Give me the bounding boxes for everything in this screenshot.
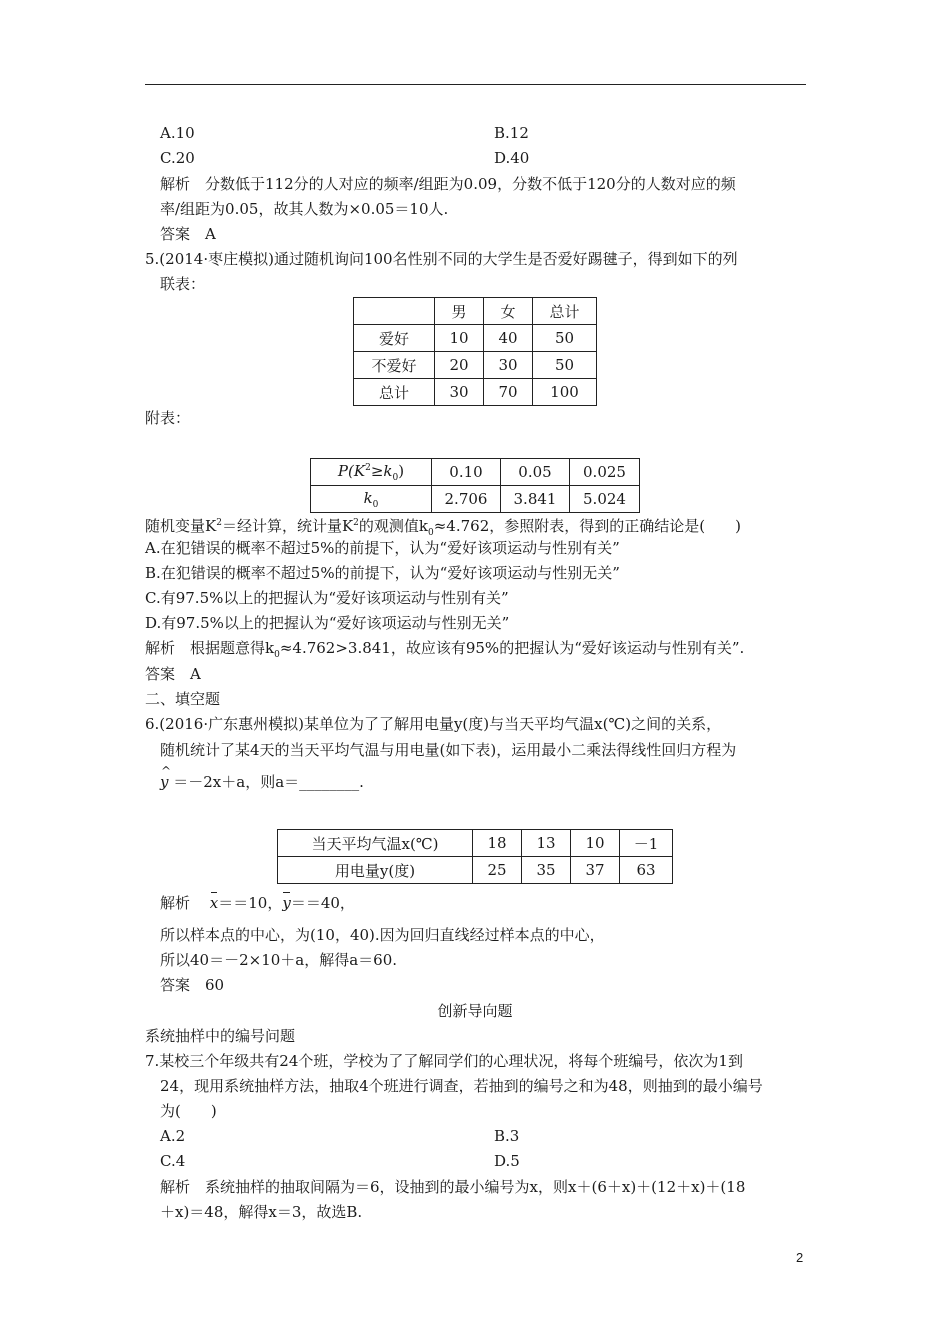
appendix-table [310,458,640,513]
table-cell: 40 [484,325,533,352]
table-cell: $P(K^2\ge k_0)$ [311,459,432,486]
table-cell [354,298,435,325]
table-row [311,459,640,486]
q4-answer: 答案 A [160,225,216,243]
y-hat: ^ y [160,772,168,792]
q6-analysis-line-1: 解析 x＝＝10，y＝＝40， [160,894,355,912]
table-cell: 20 [435,352,484,379]
appendix-label: 附表： [145,409,191,427]
table-cell: 30 [435,379,484,406]
table-cell: 用电量y(度) [278,857,473,884]
q7-option-c: C.4 [160,1152,186,1170]
table-cell: 37 [571,857,620,884]
q5-question-line: 随机变量$K^2=$经计算，统计量$K^2$的观测值$k_0\approx 4.762$，参照附表，得到的正确结论是( ) [145,517,741,538]
q6-stem-line-1: 6.(2016·广东惠州模拟)某单位为了了解用电量y(度)与当天平均气温x(℃)之间的关系， [145,715,722,733]
table-cell: 18 [473,830,522,857]
table-cell: 5.024 [570,486,640,513]
q7-option-d: D.5 [494,1152,520,1170]
q7-option-b: B.3 [494,1127,520,1145]
q7-option-a: A.2 [160,1127,186,1145]
table-cell: 30 [484,352,533,379]
table-row [354,325,597,352]
page-number: 2 [796,1250,804,1265]
q5-option-b: B.在犯错误的概率不超过5%的前提下，认为“爱好该项运动与性别无关” [145,564,620,582]
temperature-table [277,829,673,884]
table-cell: 50 [533,325,597,352]
table-cell: 女 [484,298,533,325]
topic-heading: 系统抽样中的编号问题 [145,1027,296,1045]
table-row [278,857,673,884]
section-heading: 二、填空题 [145,690,221,708]
q5-stem-line-1: 5.(2014·枣庄模拟)通过随机询问100名性别不同的大学生是否爱好踢毽子，得到如下的列 [145,250,738,268]
q4-option-c: C.20 [160,149,195,167]
table-cell: －1 [620,830,673,857]
q7-stem-line-2: 24，现用系统抽样方法，抽取4个班进行调查，若抽到的编号之和为48，则抽到的最小编号 [160,1077,763,1095]
q5-option-a: A.在犯错误的概率不超过5%的前提下，认为“爱好该项运动与性别有关” [145,539,620,557]
y-bar: y [282,894,291,912]
q5-answer: 答案 A [145,665,201,683]
q5-option-d: D.有97.5%以上的把握认为“爱好该项运动与性别无关” [145,614,510,632]
q7-analysis-line-2: ＋x)＝48，解得x＝3，故选B. [160,1203,363,1221]
q7-analysis-line-1: 解析 系统抽样的抽取间隔为＝6，设抽到的最小编号为x，则x＋(6＋x)＋(12＋x)＋(18 [160,1178,746,1196]
table-row [278,830,673,857]
table-cell: 13 [522,830,571,857]
q6-stem-line-3: ^ y ＝－2x＋a，则a＝________. [160,772,364,792]
table-cell: 50 [533,352,597,379]
table-cell: 10 [571,830,620,857]
table-cell: 不爱好 [354,352,435,379]
table-cell: 2.706 [432,486,501,513]
table-cell: 25 [473,857,522,884]
q4-analysis-line-2: 率/组距为0.05，故其人数为×0.05＝10人. [160,200,449,218]
header-rule [145,84,806,85]
table-cell: 总计 [354,379,435,406]
q5-option-c: C.有97.5%以上的把握认为“爱好该项运动与性别有关” [145,589,509,607]
table-cell: 总计 [533,298,597,325]
q5-stem-line-2: 联表： [160,275,206,293]
table-cell: 0.025 [570,459,640,486]
table-row [354,352,597,379]
table-cell: 70 [484,379,533,406]
table-cell: 63 [620,857,673,884]
q6-answer: 答案 60 [160,976,225,994]
q6-analysis-line-2: 所以样本点的中心，为(10，40).因为回归直线经过样本点的中心， [160,926,605,944]
table-cell: 爱好 [354,325,435,352]
q4-analysis-line-1: 解析 分数低于112分的人对应的频率/组距为0.09，分数不低于120分的人数对应的频 [160,175,736,193]
q7-stem-line-1: 7.某校三个年级共有24个班，学校为了了解同学们的心理状况，将每个班编号，依次为1到 [145,1052,743,1070]
q4-option-d: D.40 [494,149,530,167]
contingency-table [353,297,597,406]
innovation-title: 创新导向题 [437,1002,513,1020]
table-cell: 当天平均气温x(℃) [278,830,473,857]
table-cell: 0.05 [501,459,570,486]
table-row [311,486,640,513]
q4-option-b: B.12 [494,124,529,142]
table-cell: 35 [522,857,571,884]
table-cell: 3.841 [501,486,570,513]
q7-stem-line-3: 为( ) [160,1102,217,1120]
table-cell: 男 [435,298,484,325]
table-row [354,298,597,325]
table-cell: 10 [435,325,484,352]
table-cell: $k_0$ [311,486,432,513]
table-cell: 100 [533,379,597,406]
q6-analysis-line-3: 所以40＝－2×10＋a，解得a＝60. [160,951,398,969]
q6-stem-line-2: 随机统计了某4天的当天平均气温与用电量(如下表)，运用最小二乘法得线性回归方程为 [160,741,737,759]
table-cell: 0.10 [432,459,501,486]
x-bar: x [209,894,219,912]
table-row [354,379,597,406]
q4-option-a: A.10 [160,124,195,142]
q5-analysis: 解析 根据题意得$k_0\approx 4.762>3.841$，故应该有95%的把握认为“爱好该运动与性别有关”. [145,639,745,660]
